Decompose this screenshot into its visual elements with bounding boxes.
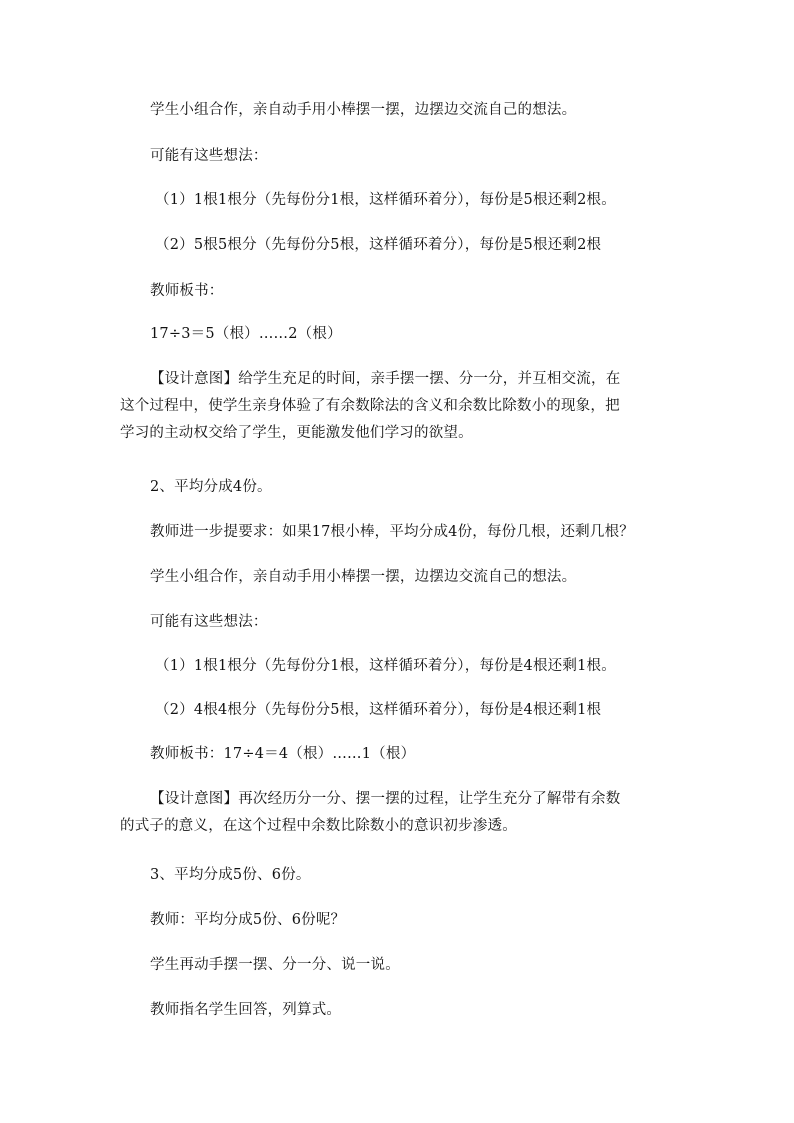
paragraph-teacher-board: 教师板书： bbox=[150, 283, 224, 299]
design-intent-2-line-1: 【设计意图】再次经历分一分、摆一摆的过程，让学生充分了解带有余数 bbox=[150, 791, 621, 807]
design-intent-2-line-2: 的式子的意义，在这个过程中余数比除数小的意识初步渗透。 bbox=[120, 818, 517, 834]
paragraph-equation-1: 17÷3＝5（根）……2（根） bbox=[150, 326, 342, 342]
paragraph-group-work-2: 学生小组合作，亲自动手用小棒摆一摆，边摆边交流自己的想法。 bbox=[150, 569, 577, 585]
paragraph-student-practice: 学生再动手摆一摆、分一分、说一说。 bbox=[150, 957, 400, 973]
paragraph-teacher-call: 教师指名学生回答，列算式。 bbox=[150, 1002, 342, 1018]
paragraph-teacher-question: 教师：平均分成5份、6份呢？ bbox=[150, 912, 346, 928]
paragraph-teacher-request: 教师进一步提要求：如果17根小棒，平均分成4份，每份几根，还剩几根？ bbox=[150, 524, 634, 540]
paragraph-design-intent-2 bbox=[120, 786, 680, 840]
paragraph-equation-2: 教师板书：17÷4＝4（根）……1（根） bbox=[150, 746, 416, 762]
paragraph-possible-ideas: 可能有这些想法： bbox=[150, 148, 268, 164]
paragraph-possible-ideas-2: 可能有这些想法： bbox=[150, 614, 268, 630]
paragraph-section-2-heading: 2、平均分成4份。 bbox=[150, 479, 272, 495]
design-intent-1-line-3: 学习的主动权交给了学生，更能激发他们学习的欲望。 bbox=[120, 425, 473, 441]
paragraph-design-intent-1 bbox=[120, 366, 680, 447]
paragraph-idea-3: （1）1根1根分（先每份分1根，这样循环着分），每份是4根还剩1根。 bbox=[155, 658, 616, 674]
paragraph-idea-4: （2）4根4根分（先每份分5根，这样循环着分），每份是4根还剩1根 bbox=[155, 702, 602, 718]
design-intent-1-line-2: 这个过程中，使学生亲身体验了有余数除法的含义和余数比除数小的现象，把 bbox=[120, 398, 620, 414]
paragraph-group-work: 学生小组合作，亲自动手用小棒摆一摆，边摆边交流自己的想法。 bbox=[150, 102, 577, 118]
design-intent-1-line-1: 【设计意图】给学生充足的时间，亲手摆一摆、分一分，并互相交流，在 bbox=[150, 371, 621, 387]
paragraph-idea-2: （2）5根5根分（先每份分5根，这样循环着分），每份是5根还剩2根 bbox=[155, 237, 602, 253]
paragraph-idea-1: （1）1根1根分（先每份分1根，这样循环着分），每份是5根还剩2根。 bbox=[155, 192, 616, 208]
paragraph-section-3-heading: 3、平均分成5份、6份。 bbox=[150, 867, 311, 883]
